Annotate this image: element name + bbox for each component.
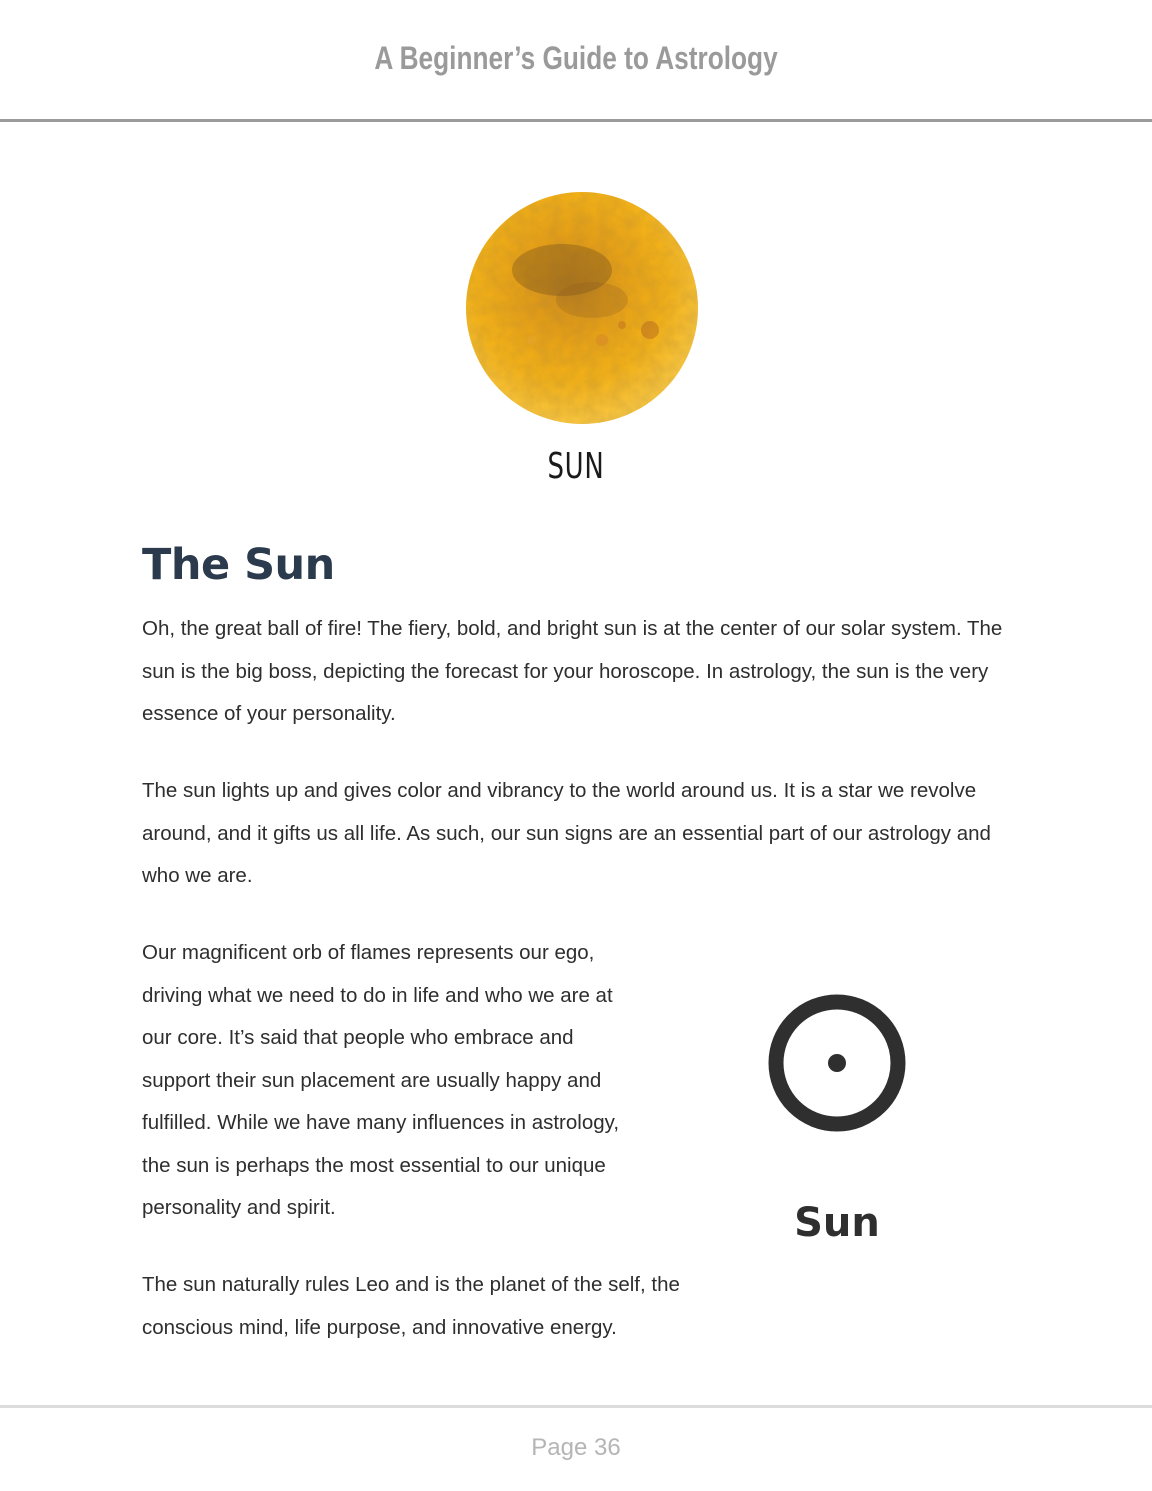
paragraph-intro: Oh, the great ball of fire! The fiery, bold, and bright sun is at the center of our solar system. The sun is the big boss, depicting the forecast for your horoscope. In astrology, the sun is the very essence of your personality.	[142, 617, 1003, 725]
header-divider	[0, 119, 1152, 122]
page-number: Page 36	[531, 1434, 621, 1461]
sun-watercolor-icon	[462, 190, 702, 430]
sun-symbol-icon	[766, 992, 908, 1134]
section-title: The Sun	[142, 540, 335, 590]
illustration-caption: SUN	[547, 446, 605, 487]
symbol-label: Sun	[794, 1200, 880, 1246]
paragraph-vibrancy: The sun lights up and gives color and vibrancy to the world around us. It is a star we revolve around, and it gifts us all life. As such, our sun signs are an essential part of our astrology and who we are.	[142, 779, 991, 887]
footer-divider	[0, 1405, 1152, 1408]
paragraph-rulership: The sun naturally rules Leo and is the planet of the self, the conscious mind, life purpose, and innovative energy.	[142, 1273, 680, 1339]
header-title: A Beginner’s Guide to Astrology	[374, 40, 778, 76]
paragraph-ego: Our magnificent orb of flames represents our ego, driving what we need to do in life and who we are at our core. It’s said that people who embrace and support their sun placement are usually happy and fulfilled. While we have many influences in astrology, the sun is perhaps the most essential to our unique personality and spirit.	[142, 941, 620, 1219]
